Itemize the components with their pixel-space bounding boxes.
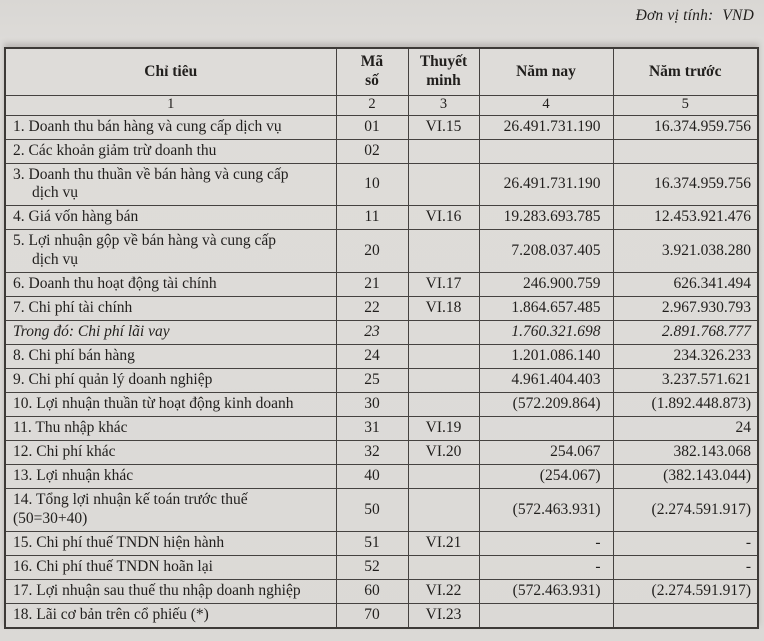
row-label bbox=[5, 579, 336, 603]
row-note: VI.19 bbox=[408, 417, 479, 441]
row-label-line1: 12. Chi phí khác bbox=[13, 443, 116, 461]
row-label bbox=[5, 417, 336, 441]
header-code-label: Mã số bbox=[360, 53, 384, 89]
row-code: 02 bbox=[336, 139, 408, 163]
row-note bbox=[408, 321, 479, 345]
row-current: - bbox=[479, 555, 613, 579]
row-label bbox=[5, 115, 336, 139]
row-label bbox=[5, 345, 336, 369]
row-current: 1.201.086.140 bbox=[479, 345, 613, 369]
table-row bbox=[5, 579, 758, 603]
table-row bbox=[5, 393, 758, 417]
header-code bbox=[336, 48, 408, 95]
row-prior: - bbox=[613, 555, 758, 579]
row-note: VI.16 bbox=[408, 206, 479, 230]
row-note: VI.18 bbox=[408, 297, 479, 321]
row-prior: 16.374.959.756 bbox=[613, 115, 758, 139]
row-current: 26.491.731.190 bbox=[479, 115, 613, 139]
row-code: 51 bbox=[336, 531, 408, 555]
row-prior: 2.891.768.777 bbox=[613, 321, 758, 345]
row-note bbox=[408, 345, 479, 369]
row-code: 31 bbox=[336, 417, 408, 441]
row-current: 246.900.759 bbox=[479, 273, 613, 297]
header-prior-year-label: Năm trước bbox=[648, 62, 722, 80]
row-label-line1: 7. Chi phí tài chính bbox=[13, 299, 133, 317]
column-number-2: 2 bbox=[336, 95, 408, 115]
row-prior: 12.453.921.476 bbox=[613, 206, 758, 230]
table-row bbox=[5, 345, 758, 369]
row-current: (572.463.931) bbox=[479, 489, 613, 532]
header-current-year-label: Năm nay bbox=[516, 62, 576, 80]
row-note bbox=[408, 230, 479, 273]
table-row bbox=[5, 555, 758, 579]
row-label bbox=[5, 321, 336, 345]
row-note bbox=[408, 393, 479, 417]
row-note: VI.22 bbox=[408, 579, 479, 603]
row-prior: 24 bbox=[613, 417, 758, 441]
row-prior: (2.274.591.917) bbox=[613, 579, 758, 603]
row-label bbox=[5, 230, 336, 273]
table-row bbox=[5, 369, 758, 393]
row-current bbox=[479, 139, 613, 163]
column-number-5: 5 bbox=[613, 95, 758, 115]
table-row bbox=[5, 230, 758, 273]
row-label-line1: 16. Chi phí thuế TNDN hoãn lại bbox=[13, 557, 213, 575]
row-current: 254.067 bbox=[479, 441, 613, 465]
unit-label-value: VND bbox=[722, 7, 754, 24]
row-current: (572.463.931) bbox=[479, 579, 613, 603]
row-note bbox=[408, 555, 479, 579]
row-code: 22 bbox=[336, 297, 408, 321]
row-current bbox=[479, 603, 613, 627]
table-row bbox=[5, 441, 758, 465]
table-row bbox=[5, 163, 758, 206]
row-code: 25 bbox=[336, 369, 408, 393]
row-prior: (2.274.591.917) bbox=[613, 489, 758, 532]
row-label-line1: 3. Doanh thu thuần về bán hàng và cung cấp bbox=[13, 165, 289, 183]
row-code: 30 bbox=[336, 393, 408, 417]
row-label bbox=[5, 206, 336, 230]
row-note: VI.23 bbox=[408, 603, 479, 627]
row-note bbox=[408, 489, 479, 532]
unit-label bbox=[636, 7, 754, 25]
table-row bbox=[5, 115, 758, 139]
row-code: 60 bbox=[336, 579, 408, 603]
row-label bbox=[5, 531, 336, 555]
row-code: 21 bbox=[336, 273, 408, 297]
row-note: VI.21 bbox=[408, 531, 479, 555]
row-label bbox=[5, 489, 336, 532]
row-label-line1: 17. Lợi nhuận sau thuế thu nhập doanh nghiệp bbox=[13, 581, 301, 599]
row-prior: (382.143.044) bbox=[613, 465, 758, 489]
row-label-line1: 10. Lợi nhuận thuần từ hoạt động kinh doanh bbox=[13, 395, 294, 413]
row-current: (254.067) bbox=[479, 465, 613, 489]
row-note bbox=[408, 163, 479, 206]
row-current: 26.491.731.190 bbox=[479, 163, 613, 206]
table-row bbox=[5, 417, 758, 441]
header-current-year bbox=[479, 48, 613, 95]
row-code: 10 bbox=[336, 163, 408, 206]
table-row bbox=[5, 206, 758, 230]
row-label bbox=[5, 273, 336, 297]
column-number-1: 1 bbox=[5, 95, 336, 115]
row-label-line2: dịch vụ bbox=[32, 184, 79, 202]
row-label-line1: 15. Chi phí thuế TNDN hiện hành bbox=[13, 533, 225, 551]
row-label bbox=[5, 603, 336, 627]
row-prior: (1.892.448.873) bbox=[613, 393, 758, 417]
row-current: - bbox=[479, 531, 613, 555]
row-current: (572.209.864) bbox=[479, 393, 613, 417]
row-label-line2: (50=30+40) bbox=[13, 510, 88, 528]
column-number-4: 4 bbox=[479, 95, 613, 115]
row-prior: 16.374.959.756 bbox=[613, 163, 758, 206]
table-head bbox=[5, 48, 758, 115]
income-statement-table bbox=[4, 47, 759, 629]
row-label bbox=[5, 139, 336, 163]
row-label-line1: 9. Chi phí quản lý doanh nghiệp bbox=[13, 371, 213, 389]
row-prior: 382.143.068 bbox=[613, 441, 758, 465]
row-label bbox=[5, 297, 336, 321]
row-code: 11 bbox=[336, 206, 408, 230]
row-label-line1: 5. Lợi nhuận gộp về bán hàng và cung cấp bbox=[13, 232, 277, 250]
row-note bbox=[408, 139, 479, 163]
row-label bbox=[5, 393, 336, 417]
row-code: 52 bbox=[336, 555, 408, 579]
row-label-line1: 1. Doanh thu bán hàng và cung cấp dịch vụ bbox=[13, 117, 282, 135]
row-label bbox=[5, 441, 336, 465]
row-label bbox=[5, 465, 336, 489]
row-label bbox=[5, 555, 336, 579]
table-row bbox=[5, 465, 758, 489]
row-label-line1: 8. Chi phí bán hàng bbox=[13, 347, 135, 365]
row-prior: 626.341.494 bbox=[613, 273, 758, 297]
row-label bbox=[5, 369, 336, 393]
table-row bbox=[5, 273, 758, 297]
table-body bbox=[5, 115, 758, 628]
header-prior-year bbox=[613, 48, 758, 95]
row-code: 32 bbox=[336, 441, 408, 465]
header-criteria bbox=[5, 48, 336, 95]
row-current: 4.961.404.403 bbox=[479, 369, 613, 393]
row-prior: 2.967.930.793 bbox=[613, 297, 758, 321]
row-code: 24 bbox=[336, 345, 408, 369]
row-current: 19.283.693.785 bbox=[479, 206, 613, 230]
row-prior: 3.237.571.621 bbox=[613, 369, 758, 393]
row-label-line1: 2. Các khoản giảm trừ doanh thu bbox=[13, 141, 217, 159]
table-row bbox=[5, 297, 758, 321]
row-label-line1: 11. Thu nhập khác bbox=[13, 419, 128, 437]
table-row bbox=[5, 531, 758, 555]
row-code: 70 bbox=[336, 603, 408, 627]
row-code: 40 bbox=[336, 465, 408, 489]
row-current: 1.760.321.698 bbox=[479, 321, 613, 345]
column-number-3: 3 bbox=[408, 95, 479, 115]
table-row bbox=[5, 321, 758, 345]
row-note: VI.17 bbox=[408, 273, 479, 297]
row-note bbox=[408, 465, 479, 489]
row-code: 23 bbox=[336, 321, 408, 345]
row-label-line1: 4. Giá vốn hàng bán bbox=[13, 208, 139, 226]
row-current: 7.208.037.405 bbox=[479, 230, 613, 273]
row-label-line2: dịch vụ bbox=[32, 251, 79, 269]
table-row bbox=[5, 603, 758, 627]
row-label bbox=[5, 163, 336, 206]
unit-label-prefix: Đơn vị tính: bbox=[635, 7, 714, 24]
row-label-line1: Trong đó: Chi phí lãi vay bbox=[13, 323, 170, 341]
row-code: 50 bbox=[336, 489, 408, 532]
row-label-line1: 13. Lợi nhuận khác bbox=[13, 467, 134, 485]
row-prior: - bbox=[613, 531, 758, 555]
row-note bbox=[408, 369, 479, 393]
header-note-label: Thuyết minh bbox=[419, 53, 468, 89]
row-label-line1: 6. Doanh thu hoạt động tài chính bbox=[13, 275, 217, 293]
row-current: 1.864.657.485 bbox=[479, 297, 613, 321]
row-label-line1: 18. Lãi cơ bản trên cổ phiếu (*) bbox=[13, 605, 209, 623]
row-code: 20 bbox=[336, 230, 408, 273]
table-row bbox=[5, 489, 758, 532]
header-criteria-label: Chỉ tiêu bbox=[144, 62, 198, 80]
row-prior bbox=[613, 139, 758, 163]
row-prior: 3.921.038.280 bbox=[613, 230, 758, 273]
header-note bbox=[408, 48, 479, 95]
row-note: VI.15 bbox=[408, 115, 479, 139]
row-prior: 234.326.233 bbox=[613, 345, 758, 369]
row-prior bbox=[613, 603, 758, 627]
row-note: VI.20 bbox=[408, 441, 479, 465]
header-row bbox=[5, 48, 758, 95]
row-code: 01 bbox=[336, 115, 408, 139]
row-label-line1: 14. Tổng lợi nhuận kế toán trước thuế bbox=[13, 491, 248, 509]
column-number-row bbox=[5, 95, 758, 115]
table-row bbox=[5, 139, 758, 163]
row-current bbox=[479, 417, 613, 441]
